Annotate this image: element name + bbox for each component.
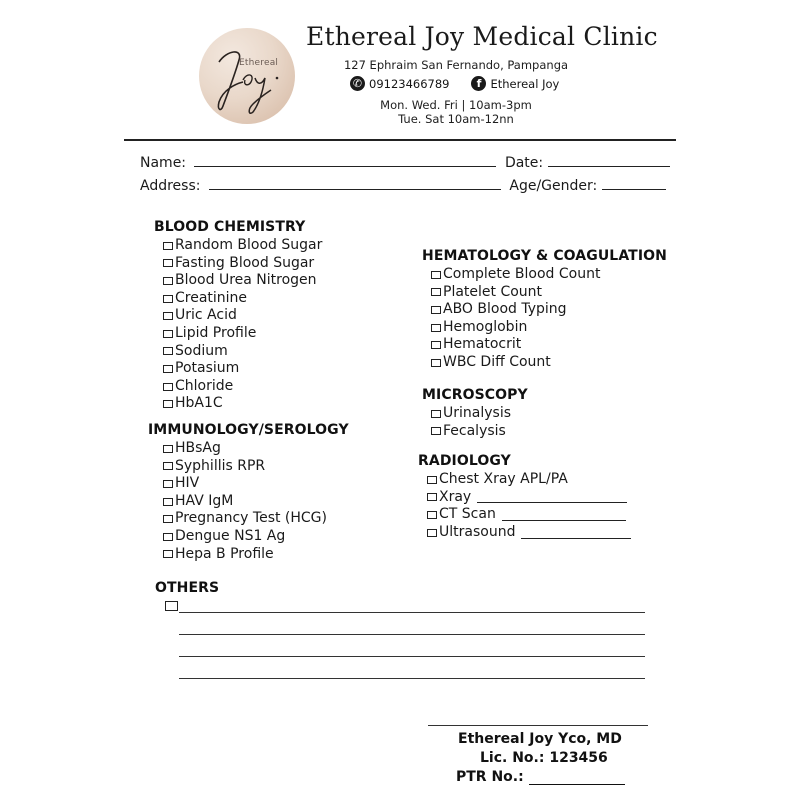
checkbox[interactable] [427,493,437,501]
contact-row [350,76,559,91]
others-line-1[interactable] [179,612,645,613]
facebook-icon: f [471,76,486,91]
doctor-name: Ethereal Joy Yco, MD [458,731,622,747]
checkbox-item[interactable]: Fecalysis [431,423,511,441]
ct-scan-specify-field[interactable] [502,509,626,521]
checkbox-item[interactable]: CT Scan [427,506,631,524]
checkbox-item[interactable]: ABO Blood Typing [431,301,600,319]
checkbox[interactable] [163,400,173,408]
ultrasound-specify-field[interactable] [521,527,631,539]
clinic-logo [199,28,295,124]
checkbox[interactable] [163,383,173,391]
checkbox[interactable] [163,330,173,338]
date-label: Date: [504,155,544,171]
checkbox[interactable] [431,427,441,435]
microscopy-list [431,405,511,440]
checkbox-item[interactable]: Hematocrit [431,336,600,354]
others-line-4[interactable] [179,678,645,679]
checkbox-item[interactable]: Chest Xray APL/PA [427,471,631,489]
checkbox-item[interactable]: Urinalysis [431,405,511,423]
ptr-field[interactable] [529,771,625,785]
ptr-label: PTR No.: [456,769,524,785]
checkbox-item[interactable]: Creatinine [163,290,322,308]
age-gender-label: Age/Gender: [509,178,598,194]
checkbox[interactable] [163,515,173,523]
checkbox-item[interactable]: WBC Diff Count [431,354,600,372]
checkbox[interactable] [431,359,441,367]
section-title-blood-chemistry: BLOOD CHEMISTRY [154,219,306,235]
logo-small-text: Ethereal [239,58,279,68]
others-checkbox[interactable] [165,601,178,611]
checkbox-item[interactable]: Lipid Profile [163,325,322,343]
immunology-list [163,440,327,563]
checkbox-item[interactable]: Fasting Blood Sugar [163,255,322,273]
section-title-microscopy: MICROSCOPY [422,387,528,403]
xray-specify-field[interactable] [477,491,627,503]
checkbox-item[interactable]: Syphillis RPR [163,458,327,476]
checkbox[interactable] [163,312,173,320]
checkbox[interactable] [163,242,173,250]
name-field[interactable] [194,154,496,167]
checkbox[interactable] [163,498,173,506]
checkbox-item[interactable]: HBsAg [163,440,327,458]
logo-script-icon [199,28,295,124]
hematology-list [431,266,600,372]
checkbox[interactable] [163,259,173,267]
checkbox-item[interactable]: Platelet Count [431,284,600,302]
checkbox-item[interactable]: Pregnancy Test (HCG) [163,510,327,528]
schedule-weekday: Mon. Wed. Fri | 10am-3pm [380,98,532,112]
checkbox-item[interactable]: Chloride [163,378,322,396]
checkbox-item[interactable]: Sodium [163,343,322,361]
checkbox-item[interactable]: Random Blood Sugar [163,237,322,255]
phone-icon: ✆ [350,76,365,91]
checkbox[interactable] [163,480,173,488]
date-field[interactable] [548,154,670,167]
checkbox-item[interactable]: Complete Blood Count [431,266,600,284]
others-line-3[interactable] [179,656,645,657]
checkbox[interactable] [431,271,441,279]
checkbox-item[interactable]: Blood Urea Nitrogen [163,272,322,290]
checkbox-item[interactable]: Uric Acid [163,307,322,325]
checkbox-item[interactable]: Potasium [163,360,322,378]
address-label: Address: [140,178,201,194]
checkbox-item[interactable]: Xray [427,489,631,507]
checkbox[interactable] [163,347,173,355]
name-label: Name: [140,155,187,171]
checkbox[interactable] [427,476,437,484]
ptr-row [456,769,625,785]
section-title-others: OTHERS [155,580,220,596]
checkbox[interactable] [163,277,173,285]
license-number: Lic. No.: 123456 [480,750,608,766]
signature-line[interactable] [428,725,648,726]
checkbox-item[interactable]: HbA1C [163,395,322,413]
age-gender-field[interactable] [602,177,666,190]
section-title-immunology: IMMUNOLOGY/SEROLOGY [148,422,349,438]
section-title-radiology: RADIOLOGY [418,453,511,469]
checkbox[interactable] [431,306,441,314]
checkbox[interactable] [163,295,173,303]
checkbox[interactable] [431,341,441,349]
radiology-list [427,471,631,541]
header-divider [124,139,676,141]
phone-number: 09123466789 [369,76,450,91]
checkbox-item[interactable]: Dengue NS1 Ag [163,528,327,546]
checkbox-item[interactable]: Ultrasound [427,524,631,542]
schedule-tue-sat: Tue. Sat 10am-12nn [398,112,514,126]
checkbox[interactable] [163,365,173,373]
address-field[interactable] [209,177,501,190]
checkbox[interactable] [427,511,437,519]
checkbox-item[interactable]: HIV [163,475,327,493]
name-date-row [140,154,670,171]
checkbox[interactable] [427,529,437,537]
checkbox[interactable] [163,533,173,541]
checkbox[interactable] [431,324,441,332]
checkbox[interactable] [431,410,441,418]
clinic-name: Ethereal Joy Medical Clinic [306,22,658,51]
section-title-hematology: HEMATOLOGY & COAGULATION [422,248,667,264]
blood-chemistry-list [163,237,322,413]
address-age-row [140,177,666,194]
checkbox[interactable] [163,445,173,453]
others-line-2[interactable] [179,634,645,635]
clinic-address: 127 Ephraim San Fernando, Pampanga [343,58,569,72]
checkbox-item[interactable]: HAV IgM [163,493,327,511]
checkbox[interactable] [431,288,441,296]
checkbox-item[interactable]: Hepa B Profile [163,546,327,564]
checkbox-item[interactable]: Hemoglobin [431,319,600,337]
facebook-name: Ethereal Joy [490,76,560,91]
checkbox[interactable] [163,462,173,470]
checkbox[interactable] [163,550,173,558]
